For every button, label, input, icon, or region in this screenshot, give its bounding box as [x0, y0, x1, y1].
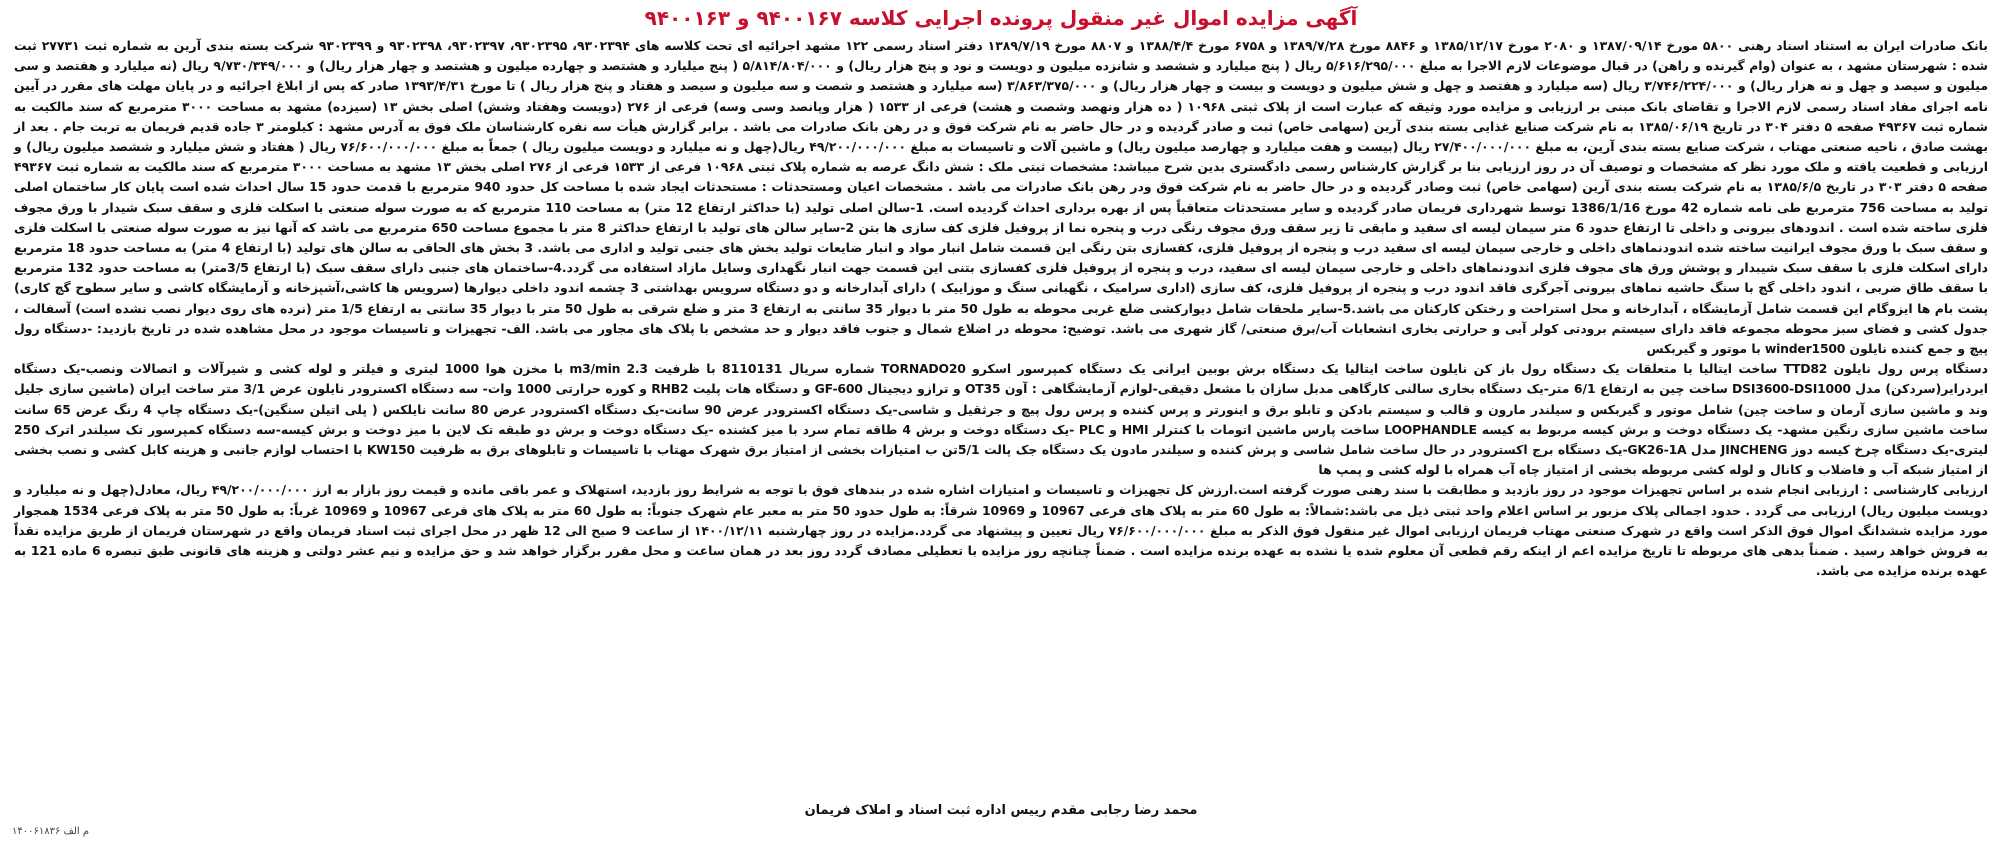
signature-line: محمد رضا رجابی مقدم رییس اداره ثبت اسناد و املاک فریمان: [804, 803, 1198, 818]
notice-paragraph-2: دستگاه پرس رول نایلون TTD82 ساخت ایتالیا با متعلقات یک دستگاه رول باز کن نایلون ساخت ایتالیا یک دستگاه برش بوبین ایرانی یک دستگاه کمپرسور اسکرو TORNADO20 شماره سریال 8110131 با ظرفیت m3/min 2.3 با مخزن هوا 1000 لیتری و فیلتر و لوله کشی و شیرآلات و اتصالات ونصب-یک دستگاه ایردرایر(سردکن) مدل DSI3600-DSI1000 ساخت چین به ارتفاع 6/1 متر-یک دستگاه بخاری سالنی کارگاهی مدبل سازان با مشعل دقیقی-لوازم آزمایشگاهی : آون OT35 و ترازو دیجیتال GF-600 و دستگاه هات پلیت RHB2 و کوره حرارتی 1000 وات- سه دستگاه اکسترودر نایلون عرض 3/1 متر ساخت ایران (ماشین سازی جلیل وند و ماشین سازی آرمان و ساخت چین) شامل موتور و گیربکس و سیلندر مارون و قالب و سیستم بادکن و تابلو برق و اینورتر و پرس کننده و پرس رول پیچ و جرثقیل و شاسی-یک دستگاه اکسترودر عرض 90 سانت-یک دستگاه اکسترودر عرض 80 سانت نایلکس ( پلی اتیلن سنگین)-یک دستگاه چاپ 4 رنگ عرض 65 سانت ساخت ماشین سازی رنگین مشهد- یک دستگاه دوخت و برش کیسه مربوط به کیسه LOOPHANDLE ساخت پارس ماشین اتومات با کنترلر HMI و PLC -یک دستگاه دوخت و برش 4 طاقه تمام سرد با میز کشنده -یک دستگاه دوخت و برش دو طبقه تک لاین با میز دوخت و برش کیسه-سه دستگاه کمپرسور تک سیلندر اترک 250 لیتری-یک دستگاه چرخ کیسه دوز JINCHENG مدل GK26-1A-یک دستگاه برج اکسترودر در حال ساخت شامل شاسی و پرش کننده و سیلندر مادون یک دستگاه جک پالت 5/1تن ب امتیازات بخشی از امتیاز برق شهرک مهتاب با تاسیسات و تابلوهای برق به ظرفیت KW150 با احتساب لوازم جانبی و هزینه کابل کشی و نصب بخشی از امتیاز شبکه آب و فاضلاب و کانال و لوله کشی مربوطه بخشی از امتیاز چاه آب همراه با لوله کشی و پمپ ها: [14, 361, 1989, 478]
notice-paragraph-1: بانک صادرات ایران به استناد اسناد رهنی ۵۸۰۰ مورخ ۱۳۸۷/۰۹/۱۴ و ۲۰۸۰ مورخ ۱۳۸۵/۱۲/۱۷ و ۸۸۴۶ مورخ ۱۳۸۹/۷/۲۸ و ۶۷۵۸ مورخ ۱۳۸۸/۴/۴ و ۸۸۰۷ مورخ ۱۳۸۹/۷/۱۹ دفتر اسناد رسمی ۱۲۲ مشهد اجرائیه ای تحت کلاسه های ۹۳۰۲۳۹۴، ۹۳۰۲۳۹۵، ۹۳۰۲۳۹۷، ۹۳۰۲۳۹۸ و ۹۳۰۲۳۹۹ شرکت بسته بندی آرین به شماره ثبت ۲۷۷۳۱ ثبت شده : شهرستان مشهد ، به عنوان (وام گیرنده و راهن) در قبال موضوعات لازم الاجرا به مبلغ ۵/۶۱۶/۲۹۵/۰۰۰ ریال ( پنج میلیارد و ششصد و شانزده میلیون و دویست و نود و پنج هزار ریال) و ۵/۸۱۴/۸۰۴/۰۰۰ ( پنج میلیارد و هشتصد و چهارده میلیون و هشتصد و چهار هزار ریال) و ۹/۷۳۰/۳۴۹/۰۰۰ ریال (نه میلیارد و هفتصد و سی میلیون و سیصد و چهل و نه هزار ریال) و ۳/۷۴۶/۲۲۴/۰۰۰ ریال (سه میلیارد و هفتصد و چهل و شش میلیون و دویست و بیست و چهار هزار ریال) و ۳/۸۶۳/۳۷۵/۰۰۰ (سه میلیارد و هشتصد و شصت و سه میلیون و سیصد و هفتاد و پنج هزار ریال ) تا مورخ ۱۳۹۳/۴/۳۱ صادر که پس از ابلاغ اجرائیه و در پایان مهلت های مقرر در آیین نامه اجرای مفاد اسناد رسمی لازم الاجرا و تقاضای بانک مبنی بر ارزیابی و مزایده مورد وثیقه که عبارت است از پلاک ثبتی ۱۰۹۶۸ ( ده هزار ونهصد وشصت و هشت) فرعی از ۱۵۳۳ ( هزار وپانصد وسی وسه) فرعی از ۲۷۶ (دویست وهفتاد وشش) اصلی بخش ۱۳ (سیزده) مشهد به مساحت ۳۰۰۰ مترمربع که سند مالکیت به شماره ثبت ۴۹۳۶۷ صفحه ۵ دفتر ۳۰۴ در تاریخ ۱۳۸۵/۰۶/۱۹ به نام شرکت صنایع غذایی بسته بندی آرین (سهامی خاص) ثبت و صادر گردیده و در حال حاضر به نام شرکت فوق و در رهن بانک صادرات می باشد . برابر گزارش هیأت سه نفره کارشناسان ملک فوق به آدرس مشهد : کیلومتر ۳ جاده قدیم فریمان به تربت جام . بعد از بهشت صادق ، ناحیه صنعتی مهتاب ، شرکت صنایع بسته بندی آرین، به مبلغ ۲۷/۴۰۰/۰۰۰/۰۰۰ ریال (بیست و هفت میلیارد و چهارصد میلیون ریال) و ماشین آلات و تاسیسات به مبلغ ۴۹/۲۰۰/۰۰۰/۰۰۰ ریال(چهل و نه میلیارد و دویست میلیون ریال ) جمعاً به مبلغ ۷۶/۶۰۰/۰۰۰/۰۰۰ ریال ( هفتاد و شش میلیارد و ششصد میلیون ریال) و ارزیابی و قطعیت یافته و ملک مورد نظر که مشخصات و توصیف آن در روز ارزیابی بنا بر گزارش کارشناس رسمی دادگستری بدین شرح میباشد: مشخصات ثبتی ملک : شش دانگ عرصه به شماره پلاک ثبتی ۱۰۹۶۸ فرعی از ۱۵۳۳ فرعی از ۲۷۶ اصلی بخش ۱۳ مشهد به مساحت ۳۰۰۰ مترمربع که سند مالکیت به شماره ثبت ۴۹۳۶۷ صفحه ۵ دفتر ۳۰۳ در تاریخ ۱۳۸۵/۶/۵ به نام شرکت بسته بندی آرین (سهامی خاص) ثبت وصادر گردیده و در حال حاضر به نام شرکت فوق ودر رهن بانک صادرات می باشد . مشخصات اعیان ومستحدثات : مستحدثات ایجاد شده با مساحت کل حدود 940 مترمربع با قدمت حدود 15 سال احداث شده است پایان کار ساختمان اصلی تولید به مساحت 756 مترمربع طی نامه شماره 42 مورخ 1386/1/16 توسط شهرداری فریمان صادر گردیده و سایر مستحدثات متعاقباً پس از بهره برداری احداث گردیده است. 1-سالن اصلی تولید (با حداکثر ارتفاع 12 متر) به مساحت 110 مترمربع که به صورت سوله صنعتی با اسکلت فلزی و سقف سبک شیدار با ورق مجوف فلزی ساخته شده است . اندودهای بیرونی و داخلی تا ارتفاع حدود 6 متر سیمان لیسه ای سفید و مابقی تا زیر سقف ورق مجوف رنگی درب و پنجره نما از پروفیل فلزی کف سازی ها بتن 2-سایر سالن های تولید با ارتفاع حداکثر 8 متر با مجموع مساحت 650 مترمربع می باشد که آنها نیز به صورت سوله صنعتی با اسکلت فلزی و سقف سبک با ورق مجوف ایرانیت ساخته شده اندودنماهای داخلی و خارجی سیمان لیسه ای سفید درب و پنجره از پروفیل فلزی، کفسازی بتن رنگی این قسمت شامل انبار مواد و انبار ضایعات تولید بخش های جنبی تولید و اداری می باشد. 3 بخش های الحاقی به سالن های تولید (با ارتفاع 4 متر) به مساحت حدود 18 مترمربع دارای اسکلت فلزی با سقف سبک شیبدار و پوشش ورق های مجوف فلزی اندودنماهای داخلی و خارجی سیمان لیسه ای سفید، درب و پنجره از پروفیل فلزی کفسازی بتنی این قسمت جهت انبار نگهداری وسایل مازاد استفاده می گردد.4-ساختمان های جنبی دارای سقف سبک (با ارتفاع 3/5متر) به مساحت حدود 132 مترمربع با سقف طاق ضربی ، اندود داخلی گچ با سنگ حاشیه نماهای بیرونی آجرگری فاقد اندود درب و پنجره از پروفیل فلزی، کف سازی (اداری سرامیک ، نگهبانی سنگ و موزاییک ) دارای آبدارخانه و دو دستگاه سرویس بهداشتی 3 چشمه اندود داخلی دیوارها (سرویس ها کاشی،آشپزخانه و آزمایشگاه کاشی و سایر سطوح گچ کاری) پشت بام ها ایزوگام این قسمت شامل آزمایشگاه ، آبدارخانه و محل استراحت و رختکن کارکنان می باشد.5-سایر ملحقات شامل دیوارکشی ضلع غربی محوطه به طول 50 متر با دیوار 35 سانتی به ارتفاع 3 متر و ضلع شرقی به طول 50 متر با دیوار 35 سانتی به ارتفاع 1/5 متر (نرده های روی دیوار نصب نشده است) آسفالت ، جدول کشی و فضای سبز محوطه مجموعه فاقد دارای سیستم برودتی کولر آبی و حرارتی بخاری انشعابات آب/برق صنعتی/ گاز شهری می باشد. توضیح: محوطه در اضلاع شمال و جنوب فاقد دیوار و حد مشخص با پلاک های مجاور می باشد. الف- تجهیزات و تاسیسات موجود در محل مشاهده شده در تاریخ بازدید: -دستگاه رول پیچ و جمع کننده نایلون winder1500 با موتور و گیربکس: [14, 38, 1989, 357]
notice-reference-code: م الف ۱۴۰۰۶۱۸۳۶: [12, 826, 90, 837]
notice-paragraph-3: ارزیابی کارشناسی : ارزیابی انجام شده بر اساس تجهیزات موجود در روز بازدید و مطابقت با سند رهنی صورت گرفته است.ارزش کل تجهیزات و تاسیسات و امتیازات اشاره شده در بندهای فوق با توجه به شرایط روز بازدید، استهلاک و عمر باقی مانده و قیمت روز بازار به ارز ۴۹/۲۰۰/۰۰۰/۰۰۰ ریال، معادل(چهل و نه میلیارد و دویست میلیون ریال) ارزیابی می گردد . حدود اجمالی پلاک مزبور بر اساس اعلام واحد ثبتی ذیل می باشد:شمالاً: به طول 60 متر به پلاک های فرعی 10967 و 10969 شرقاً: به طول حدود 50 متر به معبر عام شهرک جنوباً: به طول 60 متر به پلاک های فرعی 10967 و 10969 غرباً: به طول 50 متر به پلاک فرعی 1534 همجوار مورد مزایده ششدانگ اموال فوق الذکر است واقع در شهرک صنعتی مهتاب فریمان ارزیابی اموال غیر منقول فوق الذکر به مبلغ ۷۶/۶۰۰/۰۰۰/۰۰۰ ریال تعیین و پیشنهاد می گردد.مزایده در روز چهارشنبه ۱۴۰۰/۱۲/۱۱ از ساعت 9 صبح الی 12 ظهر در محل اجرای ثبت اسناد فریمان واقع در شهرستان فریمان از طریق مزایده نقداً به فروش خواهد رسید . ضمناً بدهی های مربوطه تا تاریخ مزایده اعم از اینکه رقم قطعی آن معلوم شده یا نشده به عهده برنده مزایده است . ضمناً چنانچه روز مزایده با تعطیلی مصادف گردد روز بعد در همان ساعت و محل مقرر برگزار خواهد شد و حق مزایده و نیم عشر دولتی و هزینه های قانونی طبق تبصره 6 ماده 121 به عهده برنده مزایده می باشد.: [14, 482, 1989, 579]
notice-body: [14, 36, 1988, 581]
notice-title: [8, 4, 1994, 30]
auction-notice: [8, 4, 1994, 835]
notice-title-line1: آگهی مزایده اموال غیر منقول پرونده اجرایی کلاسه ۹۴۰۰۱۶۷ و ۹۴۰۰۱۶۳: [644, 6, 1358, 30]
